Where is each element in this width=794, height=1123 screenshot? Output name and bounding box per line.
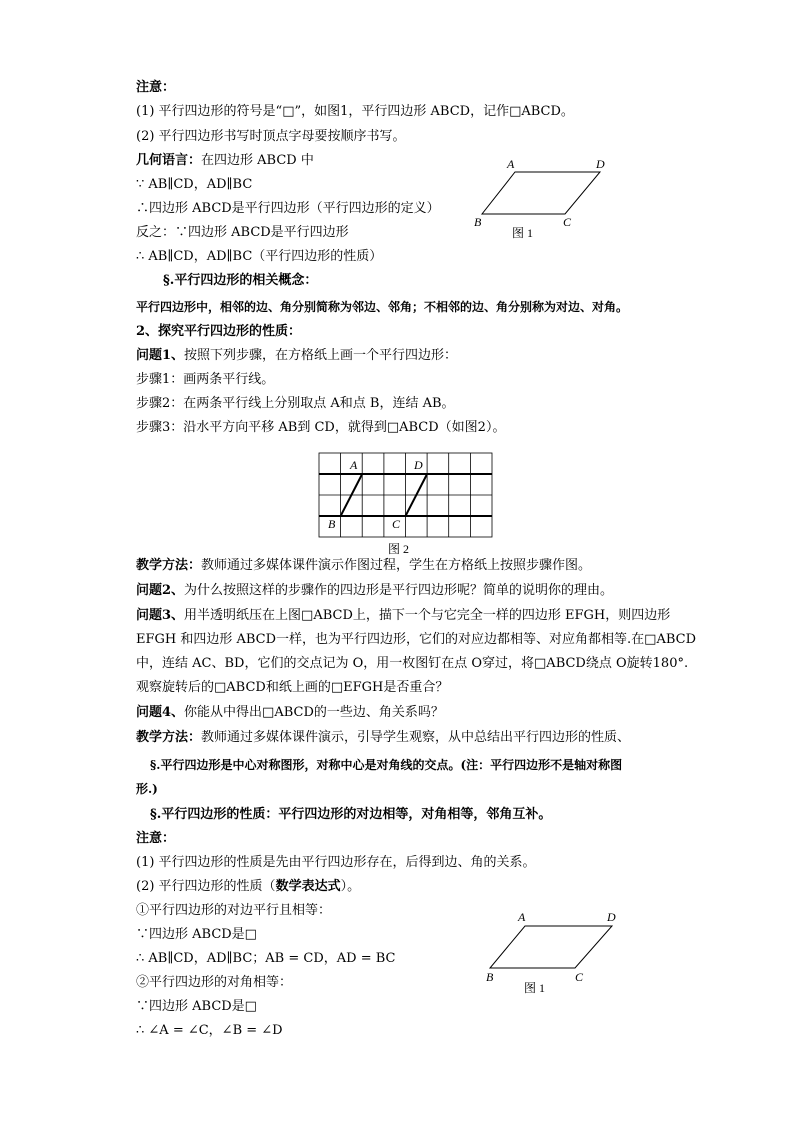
step-2: 步骤2：在两条平行线上分别取点 A和点 B，连结 AB。 <box>136 396 455 411</box>
parallelogram-figure-1-bottom <box>480 908 625 998</box>
grid-label-c: C <box>392 517 401 531</box>
question-1-line <box>136 347 457 365</box>
note-2-item-2-a: (2) 平行四边形的性质（ <box>136 879 276 894</box>
property-1-conclusion: ∴ AB∥CD，AD∥BC；AB = CD，AD = BC <box>136 951 396 966</box>
vertex-label-c-bottom: C <box>575 970 584 984</box>
note-item-2: (2) 平行四边形书写时顶点字母要按顺序书写。 <box>136 129 406 144</box>
question-3-cont-3: 观察旋转后的□ABCD和纸上画的□EFGH是否重合？ <box>136 680 449 695</box>
question-4-label: 问题4、 <box>136 705 185 720</box>
vertex-label-a-bottom: A <box>518 910 526 924</box>
vertex-label-d-bottom: D <box>607 910 616 924</box>
note-item-1: (1) 平行四边形的符号是“□”，如图1，平行四边形 ABCD，记作□ABCD。 <box>136 104 574 119</box>
geometry-language-label: 几何语言： <box>136 153 202 168</box>
step-3: 步骤3：沿水平方向平移 AB到 CD，就得到□ABCD（如图2）。 <box>136 420 506 435</box>
vertex-label-d: D <box>596 157 605 171</box>
concept-definition: 平行四边形中，相邻的边、角分别简称为邻边、邻角；不相邻的边、角分别称为对边、对角。 <box>136 300 629 314</box>
vertex-label-b: B <box>474 215 482 229</box>
note-heading-2: 注意： <box>136 831 176 846</box>
question-4-text: 你能从中得出□ABCD的一些边、角关系吗？ <box>184 705 444 720</box>
question-2-label: 问题2、 <box>136 583 185 598</box>
note-2-item-2-c: ）。 <box>340 879 361 894</box>
property-1-given: ∵四边形 ABCD是□ <box>136 927 257 942</box>
teaching-method-2 <box>136 729 630 747</box>
properties-text: 平行四边形的对边相等，对角相等，邻角互补。 <box>278 807 552 822</box>
figure-2-caption: 图 2 <box>388 542 410 556</box>
grid-label-d: D <box>414 458 423 472</box>
teaching-method-text: 教师通过多媒体课件演示作图过程，学生在方格纸上按照步骤作图。 <box>201 558 592 573</box>
teaching-method-2-text: 教师通过多媒体课件演示，引导学生观察，从中总结出平行四边形的性质、 <box>201 730 631 745</box>
grid-figure-2 <box>316 450 496 560</box>
question-3-label: 问题3、 <box>136 608 185 623</box>
parallelogram-abcd-bottom <box>490 926 612 968</box>
proof-line-2: ∴四边形 ABCD是平行四边形（平行四边形的定义） <box>136 201 440 216</box>
note-2-item-2-b: 数学表达式 <box>275 879 341 894</box>
vertex-label-b-bottom: B <box>486 970 494 984</box>
geometry-language-text: 在四边形 ABCD 中 <box>201 153 314 168</box>
proof-line-1: ∵ AB∥CD，AD∥BC <box>136 177 253 192</box>
vertex-label-c: C <box>563 215 572 229</box>
question-3-line <box>136 607 670 625</box>
grid-label-b: B <box>328 517 336 531</box>
vertex-label-a: A <box>507 157 515 171</box>
note-2-item-1: (1) 平行四边形的性质是先由平行四边形存在，后得到边、角的关系。 <box>136 855 536 870</box>
figure-1-bottom-caption: 图 1 <box>524 981 546 995</box>
central-symmetry-note-cont: 形.) <box>136 782 158 796</box>
step-1: 步骤1：画两条平行线。 <box>136 372 275 387</box>
question-1-label: 问题1、 <box>136 348 185 363</box>
teaching-method-label: 教学方法： <box>136 558 202 573</box>
figure-1-caption: 图 1 <box>512 226 534 240</box>
note-2-item-2 <box>136 878 360 896</box>
question-2-text: 为什么按照这样的步骤作的四边形是平行四边形呢？简单的说明你的理由。 <box>184 583 614 598</box>
central-symmetry-note: §.平行四边形是中心对称图形，对称中心是对角线的交点。(注：平行四边形不是轴对称图 <box>150 758 623 772</box>
grid-lines <box>319 453 492 537</box>
question-3-cont-2: 中，连结 AC、BD，它们的交点记为 O，用一枚图钉在点 O穿过，将□ABCD绕点 O旋转180°. <box>136 656 689 671</box>
properties-label: §.平行四边形的性质： <box>150 807 279 822</box>
parallelogram-abcd <box>482 172 600 214</box>
proof-line-4: ∴ AB∥CD，AD∥BC（平行四边形的性质） <box>136 249 383 264</box>
question-3-cont-1: EFGH 和四边形 ABCD一样，也为平行四边形，它们的对应边都相等、对应角都相等.在□ABCD <box>136 632 697 647</box>
properties-line <box>150 806 551 824</box>
property-2-title: ②平行四边形的对角相等： <box>136 975 293 990</box>
property-2-conclusion: ∴ ∠A = ∠C，∠B = ∠D <box>136 1023 283 1038</box>
section-related-concepts: §.平行四边形的相关概念： <box>163 273 318 288</box>
question-4-line <box>136 704 444 722</box>
proof-line-3: 反之：∵四边形 ABCD是平行四边形 <box>136 225 349 240</box>
section-explore-properties: 2、探究平行四边形的性质： <box>136 324 302 339</box>
grid-label-a: A <box>350 458 358 472</box>
property-1-title: ①平行四边形的对边平行且相等： <box>136 903 332 918</box>
teaching-method-2-label: 教学方法： <box>136 730 202 745</box>
geometry-language-line <box>136 152 314 170</box>
question-3-text: 用半透明纸压在上图□ABCD上，描下一个与它完全一样的四边形 EFGH，则四边形 <box>184 608 671 623</box>
property-2-given: ∵四边形 ABCD是□ <box>136 999 257 1014</box>
question-2-line <box>136 582 613 600</box>
parallelogram-figure-1-top <box>470 155 610 245</box>
note-heading-1: 注意： <box>136 80 176 95</box>
question-1-text: 按照下列步骤，在方格纸上画一个平行四边形： <box>184 348 458 363</box>
